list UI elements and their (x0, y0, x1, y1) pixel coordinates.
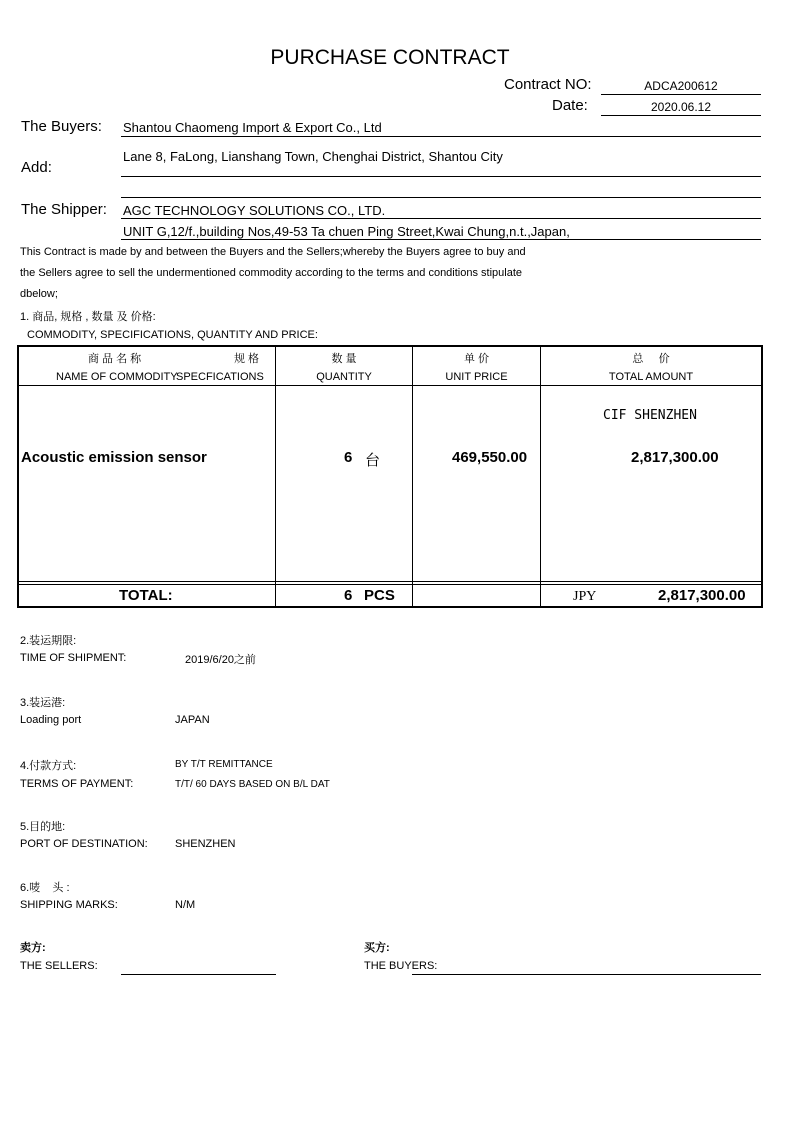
buyers-signature-line (412, 974, 761, 975)
intro-line-1: This Contract is made by and between the Buyers and the Sellers;whereby the Buyers agree to buy and (20, 246, 526, 258)
section1-heading-cn: 1. 商品, 规格 , 数量 及 价格: (20, 311, 156, 323)
shipping-marks-value: N/M (175, 899, 196, 911)
intro-line-2: the Sellers agree to sell the undermentioned commodity according to the terms and conditions stipulate (20, 267, 523, 279)
payment-terms-value-2: T/T/ 60 DAYS BASED ON B/L DAT (175, 779, 330, 790)
shipper-name: AGC TECHNOLOGY SOLUTIONS CO., LTD. (123, 203, 386, 218)
shipper-underline-2 (121, 239, 761, 240)
shipment-time-label-cn: 2.装运期限: (20, 635, 77, 647)
contract-no-underline (601, 94, 761, 95)
header-qty-cn: 数 量 (331, 353, 357, 365)
header-spec-en: SPECFICATIONS (176, 371, 264, 383)
loading-port-label-en: Loading port (20, 714, 82, 726)
header-price-cn: 单 价 (463, 353, 490, 365)
header-qty-en: QUANTITY (316, 371, 372, 383)
grand-total-amount: 2,817,300.00 (658, 587, 746, 604)
date-underline (601, 115, 761, 116)
shipper-address: UNIT G,12/f.,building Nos,49-53 Ta chuen Ping Street,Kwai Chung,n.t.,Japan, (123, 224, 570, 239)
contract-no-label: Contract NO: (504, 76, 592, 93)
shipper-underline-1 (121, 218, 761, 219)
section1-heading-en: COMMODITY, SPECIFICATIONS, QUANTITY AND PRICE: (27, 329, 318, 341)
address-underline-2 (121, 197, 761, 198)
table-header-rule (19, 385, 761, 386)
shipping-marks-label-en: SHIPPING MARKS: (20, 899, 118, 911)
document-title: PURCHASE CONTRACT (270, 46, 510, 69)
table-total-rule-1 (19, 581, 761, 582)
total-unit: PCS (364, 587, 395, 604)
sellers-signature-line (121, 974, 276, 975)
total-label: TOTAL: (119, 587, 173, 604)
sellers-label-en: THE SELLERS: (20, 960, 98, 972)
header-total-en: TOTAL AMOUNT (608, 371, 694, 383)
header-price-en: UNIT PRICE (445, 371, 508, 383)
item-unit-price: 469,550.00 (452, 449, 528, 466)
item-quantity: 6 (344, 449, 353, 466)
header-name-cn: 商 品 名 称 (88, 353, 142, 365)
table-col-rule-2 (412, 347, 413, 606)
total-currency: JPY (573, 589, 597, 604)
address-value: Lane 8, FaLong, Lianshang Town, Chenghai District, Shantou City (123, 149, 503, 164)
total-quantity: 6 (344, 587, 353, 604)
header-name-en: NAME OF COMMODITY (56, 371, 178, 383)
shipment-time-value: 2019/6/20之前 (185, 654, 256, 666)
destination-value: SHENZHEN (175, 838, 236, 850)
payment-terms-label-en: TERMS OF PAYMENT: (20, 778, 134, 790)
date-label: Date: (552, 97, 588, 114)
date-value: 2020.06.12 (650, 100, 712, 114)
payment-terms-value-1: BY T/T REMITTANCE (175, 759, 273, 770)
sellers-label-cn: 卖方: (20, 942, 46, 954)
address-label: Add: (21, 159, 52, 176)
item-unit: 台 (365, 452, 381, 469)
item-name: Acoustic emission sensor (21, 449, 207, 466)
buyers-signature-label-cn: 买方: (364, 942, 390, 954)
destination-label-cn: 5.目的地: (20, 821, 66, 833)
intro-line-3: dbelow; (20, 288, 58, 300)
shipment-time-label-en: TIME OF SHIPMENT: (20, 652, 127, 664)
buyers-underline (121, 136, 761, 137)
table-col-rule-1 (275, 347, 276, 606)
header-total-cn: 总 价 (632, 353, 670, 365)
price-term: CIF SHENZHEN (603, 408, 697, 423)
table-total-rule-2 (19, 584, 761, 585)
destination-label-en: PORT OF DESTINATION: (20, 838, 148, 850)
payment-terms-label-cn: 4.付款方式: (20, 760, 77, 772)
header-spec-cn: 规 格 (234, 353, 260, 365)
item-total-amount: 2,817,300.00 (631, 449, 719, 466)
loading-port-label-cn: 3.装运港: (20, 697, 66, 709)
buyers-label: The Buyers: (21, 118, 102, 135)
shipping-marks-label-cn: 6.唛 头 : (20, 882, 70, 894)
address-underline-1 (121, 176, 761, 177)
buyers-signature-label-en: THE BUYERS: (364, 960, 438, 972)
shipper-label: The Shipper: (21, 201, 107, 218)
loading-port-value: JAPAN (175, 714, 210, 726)
table-col-rule-3 (540, 347, 541, 606)
contract-no-value: ADCA200612 (644, 79, 718, 93)
buyers-name: Shantou Chaomeng Import & Export Co., Ltd (123, 120, 382, 135)
